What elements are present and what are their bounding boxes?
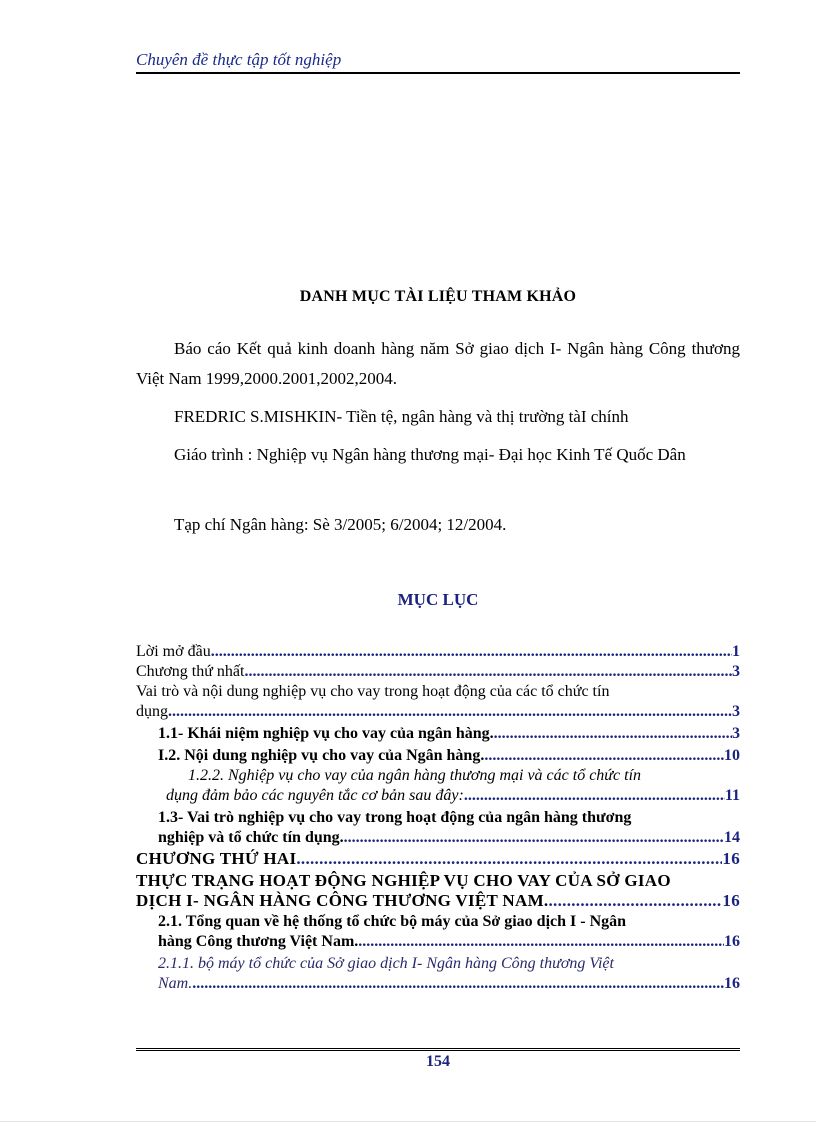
- toc-leader: [484, 747, 724, 765]
- toc-leader: [358, 933, 724, 951]
- toc-entry-text: THỰC TRẠNG HOẠT ĐỘNG NGHIỆP VỤ CHO VAY CỦA SỞ GIAO: [136, 871, 671, 890]
- toc-entry-page: 16: [722, 891, 740, 910]
- toc-entry-text: 1.3- Vai trò nghiệp vụ cho vay trong hoạt động của ngân hàng thương: [158, 809, 632, 826]
- header-title: Chuyên đề thực tập tốt nghiệp: [136, 50, 342, 69]
- toc-leader: [549, 891, 723, 911]
- toc-entry-text: dụng đảm bảo các nguyên tắc cơ bản sau đây:: [166, 787, 464, 804]
- toc-entry-text: Nam.: [158, 975, 193, 992]
- toc-entry-page: 16: [724, 933, 740, 950]
- toc-title: MỤC LỤC: [397, 590, 479, 609]
- toc-entry-page: 3: [732, 663, 740, 680]
- toc-entry[interactable]: [136, 871, 740, 911]
- toc-entry-text: DỊCH I- NGÂN HÀNG CÔNG THƯƠNG VIỆT NAM.: [136, 891, 549, 910]
- toc-leader: [464, 787, 725, 805]
- toc-entry-page: 10: [724, 747, 740, 764]
- toc-entry-page: 3: [732, 725, 740, 742]
- toc-entry-text: 1.1- Khái niệm nghiệp vụ cho vay của ngân hàng.: [158, 725, 494, 742]
- toc-entry[interactable]: [136, 725, 740, 745]
- toc-entry-text: Vai trò và nội dung nghiệp vụ cho vay trong hoạt động của các tổ chức tín: [136, 683, 610, 700]
- toc-entry[interactable]: [136, 849, 740, 869]
- toc-leader: [168, 703, 732, 721]
- toc-leader: [211, 643, 732, 661]
- toc-leader: [192, 975, 724, 993]
- toc-entry-page: 16: [722, 849, 740, 868]
- page-number: 154: [426, 1053, 450, 1070]
- toc-leader: [244, 663, 732, 681]
- toc-entry-page: 14: [724, 829, 740, 846]
- reference-item: FREDRIC S.MISHKIN- Tiền tệ, ngân hàng và thị trường tàI chính: [174, 407, 629, 426]
- references-title: DANH MỤC TÀI LIỆU THAM KHẢO: [299, 288, 577, 305]
- toc-entry-text: nghiệp và tổ chức tín dụng.: [158, 829, 344, 846]
- toc-entry-text: CHƯƠNG THỨ HAI: [136, 849, 297, 868]
- toc-entry-text: Lời mở đầu: [136, 643, 211, 660]
- toc-entry[interactable]: [136, 683, 740, 723]
- table-of-contents: [136, 643, 740, 995]
- toc-entry[interactable]: [136, 767, 740, 807]
- toc-entry[interactable]: [136, 809, 740, 849]
- toc-entry[interactable]: [136, 955, 740, 995]
- reference-item: Giáo trình : Nghiệp vụ Ngân hàng thương mại- Đại học Kinh Tế Quốc Dân: [174, 445, 686, 464]
- toc-entry-text: dụng: [136, 703, 168, 720]
- page-edge: [0, 1121, 816, 1122]
- toc-entry[interactable]: [136, 643, 740, 663]
- toc-entry-page: 3: [732, 703, 740, 720]
- toc-entry-page: 1: [732, 643, 740, 660]
- toc-entry-text: 1.2.2. Nghiệp vụ cho vay của ngân hàng thương mại và các tổ chức tín: [188, 767, 642, 784]
- toc-leader: [344, 829, 724, 847]
- toc-entry-text: I.2. Nội dung nghiệp vụ cho vay của Ngân hàng.: [158, 747, 485, 764]
- toc-entry-text: hàng Công thương Việt Nam.: [158, 933, 359, 950]
- toc-entry[interactable]: [136, 663, 740, 683]
- toc-entry-text: 2.1.1. bộ máy tổ chức của Sở giao dịch I- Ngân hàng Công thương Việt: [158, 955, 614, 972]
- page-header: [136, 48, 740, 74]
- reference-item: Tạp chí Ngân hàng: Sè 3/2005; 6/2004; 12/2004.: [174, 515, 507, 534]
- toc-entry-text: Chương thứ nhất: [136, 663, 245, 680]
- footer-rule: [136, 1048, 740, 1051]
- toc-entry[interactable]: [136, 913, 740, 953]
- toc-entry-text: 2.1. Tổng quan về hệ thống tổ chức bộ máy của Sở giao dịch I - Ngân: [158, 913, 627, 930]
- reference-item: Báo cáo Kết quả kinh doanh hàng năm Sở giao dịch I- Ngân hàng Công thương Việt Nam 1999,2000.2001,2002,2004.: [136, 339, 740, 388]
- toc-entry[interactable]: [136, 747, 740, 767]
- toc-entry-page: 16: [724, 975, 740, 992]
- toc-entry-page: 11: [724, 787, 740, 804]
- toc-leader: [296, 849, 722, 869]
- toc-leader: [494, 725, 732, 743]
